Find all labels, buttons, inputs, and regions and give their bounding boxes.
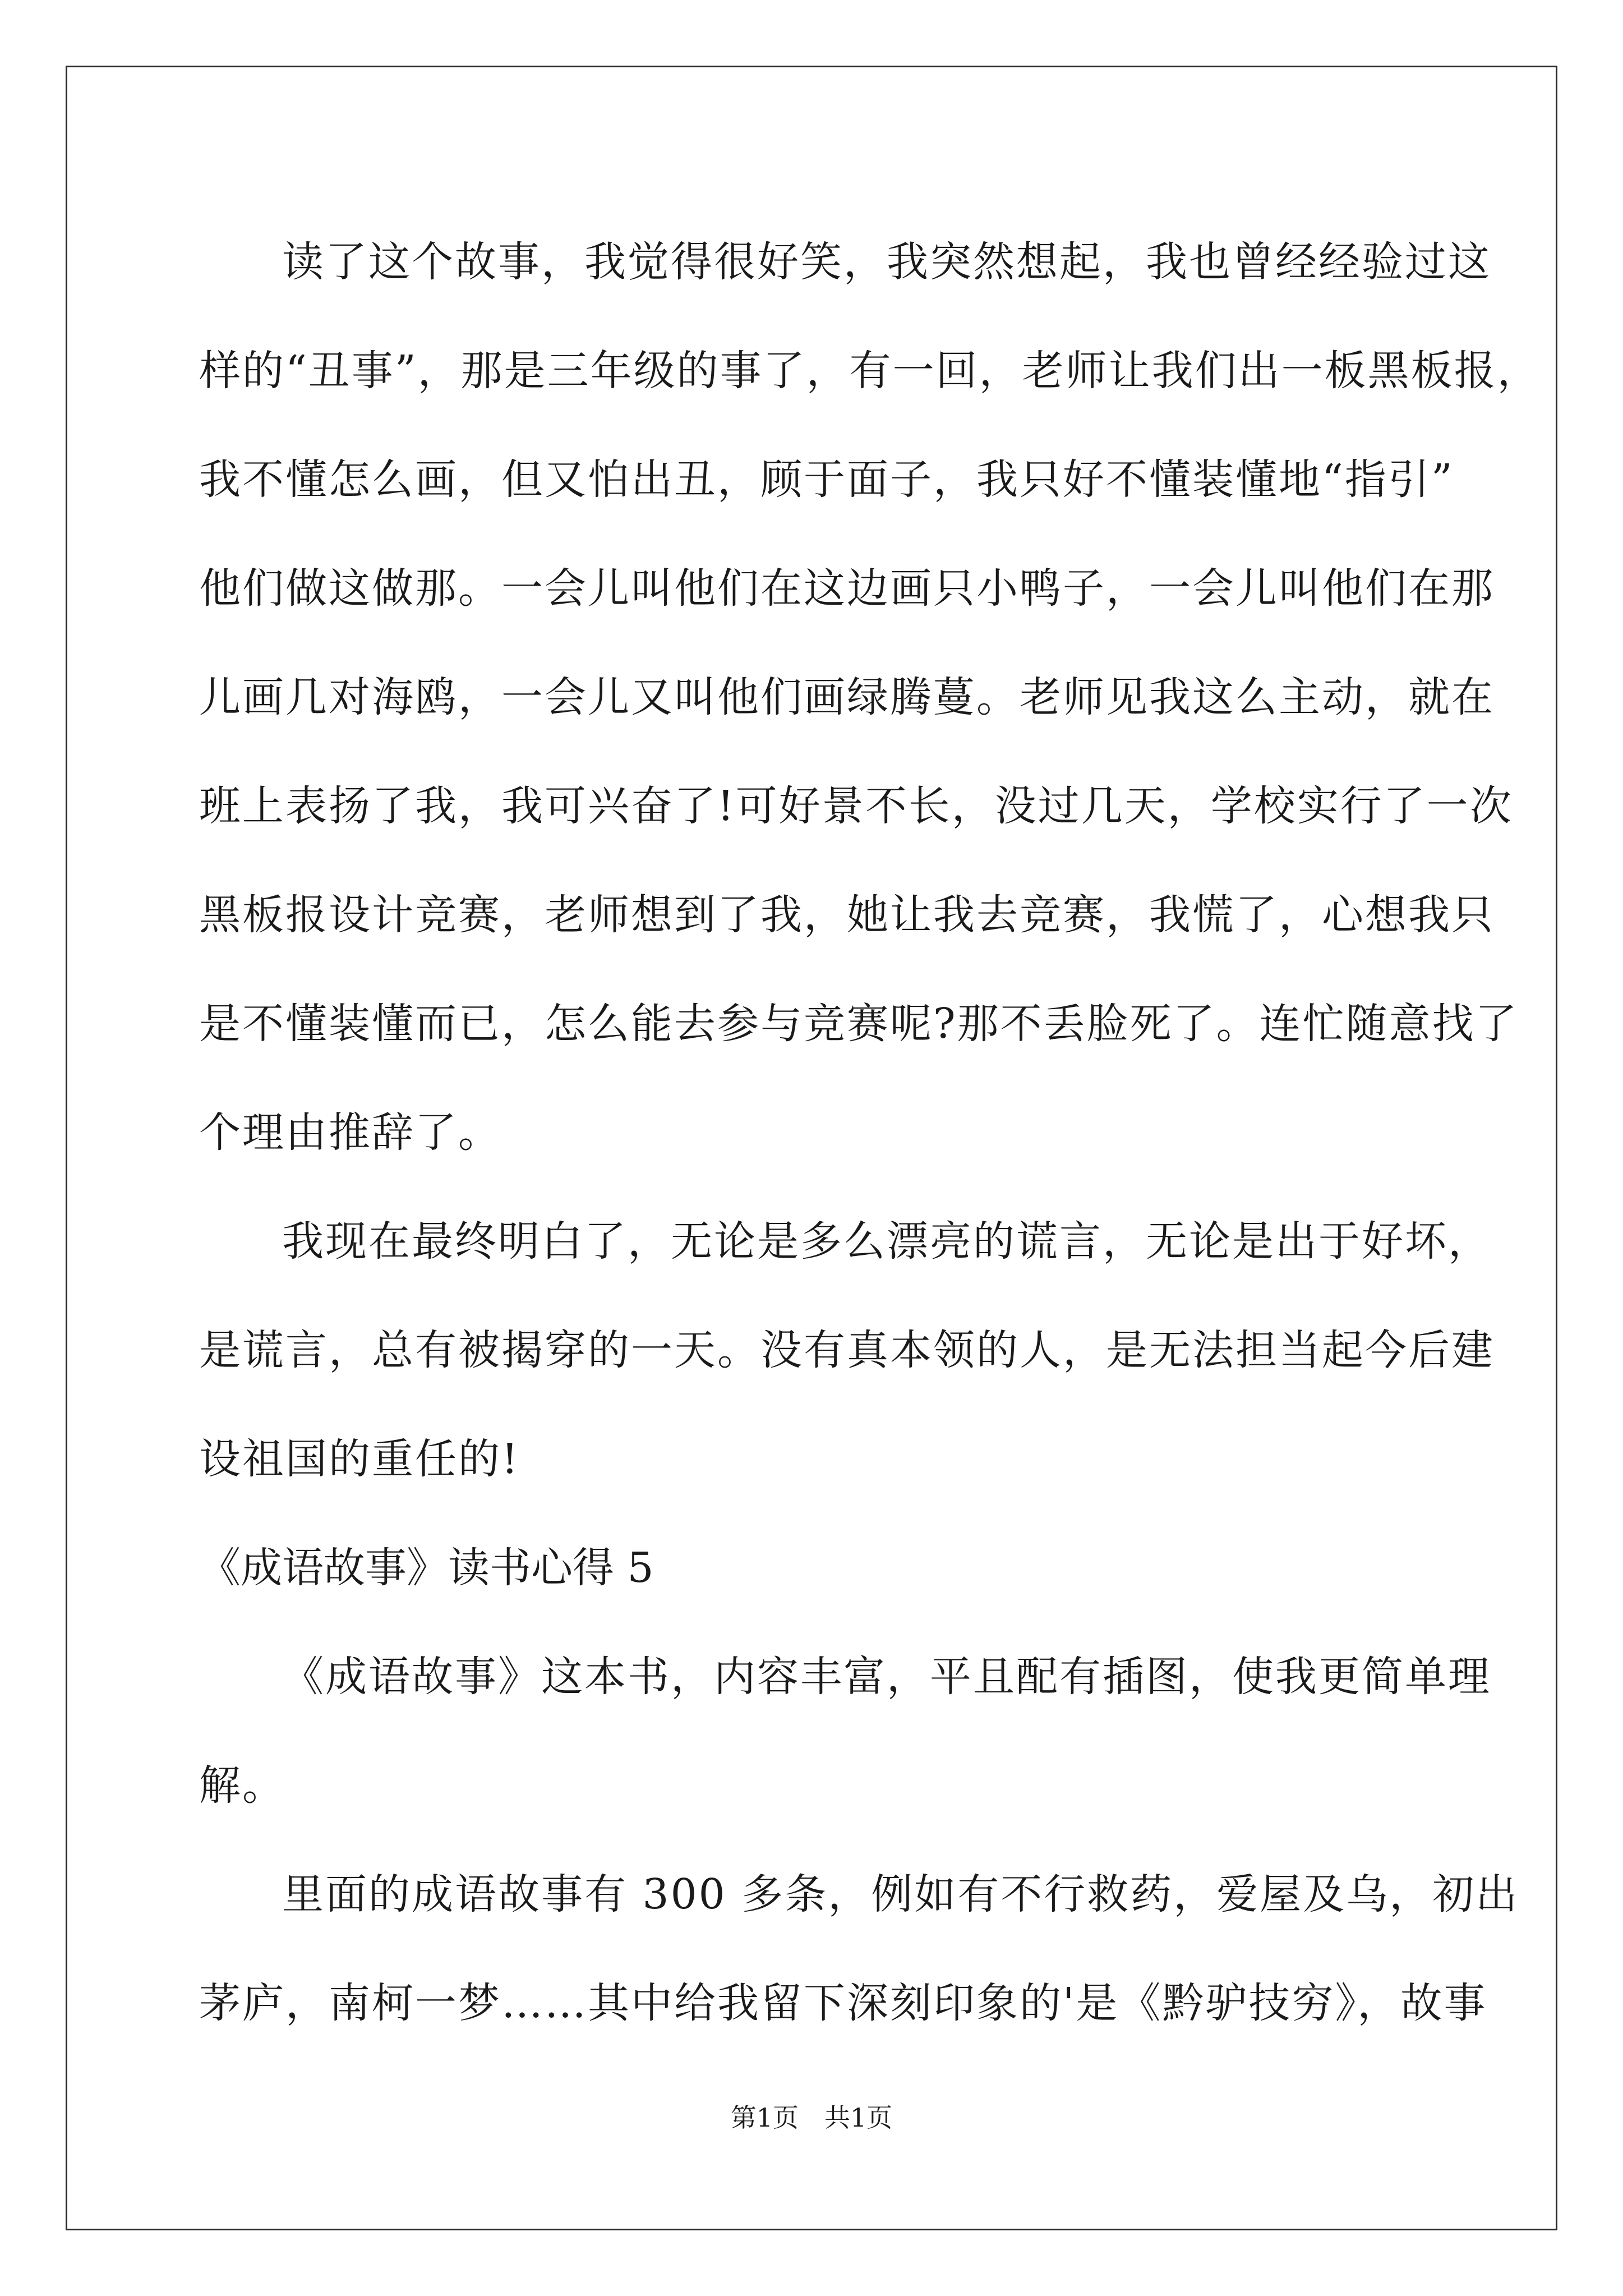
text-line: 班上表扬了我，我可兴奋了!可好景不长，没过几天，学校实行了一次	[199, 782, 1513, 830]
text-line: 是不懂装懂而已，怎么能去参与竞赛呢?那不丢脸死了。连忙随意找了	[199, 1000, 1519, 1048]
text-line: 黑板报设计竞赛，老师想到了我，她让我去竞赛，我慌了，心想我只	[199, 891, 1495, 939]
text-line: 儿画几对海鸥，一会儿又叫他们画绿腾蔓。老师见我这么主动，就在	[199, 673, 1495, 721]
page-footer: 第1页 共1页	[730, 2102, 893, 2133]
text-line: 茅庐，南柯一梦……其中给我留下深刻印象的'是《黔驴技穷》，故事	[199, 1979, 1487, 2027]
section-heading: 《成语故事》读书心得 5	[199, 1544, 654, 1592]
text-line: 解。	[199, 1761, 285, 1810]
text-line: 他们做这做那。一会儿叫他们在这边画只小鸭子，一会儿叫他们在那	[199, 564, 1495, 613]
text-line: 设祖国的重任的!	[199, 1435, 520, 1483]
text-line: 我现在最终明白了，无论是多么漂亮的谎言，无论是出于好坏，	[282, 1217, 1491, 1266]
paragraph-3	[199, 1622, 1491, 1840]
document-body	[199, 208, 1541, 2058]
text-line: 个理由推辞了。	[199, 1108, 501, 1157]
paragraph-4	[199, 1840, 1519, 2058]
text-line: 读了这个故事，我觉得很好笑，我突然想起，我也曾经经验过这	[282, 238, 1491, 286]
text-line: 里面的成语故事有 300 多条，例如有不行救药，爱屋及乌，初出	[282, 1870, 1519, 1918]
text-line: 样的“丑事”，那是三年级的事了，有一回，老师让我们出一板黑板报，	[199, 347, 1541, 395]
text-line: 是谎言，总有被揭穿的一天。没有真本领的人，是无法担当起今后建	[199, 1326, 1495, 1374]
text-line: 《成语故事》这本书，内容丰富，平且配有插图，使我更简单理	[282, 1653, 1491, 1701]
paragraph-1	[199, 208, 1541, 1187]
text-line: 我不懂怎么画，但又怕出丑，顾于面子，我只好不懂装懂地“指引”	[199, 455, 1454, 504]
paragraph-2	[199, 1187, 1495, 1513]
